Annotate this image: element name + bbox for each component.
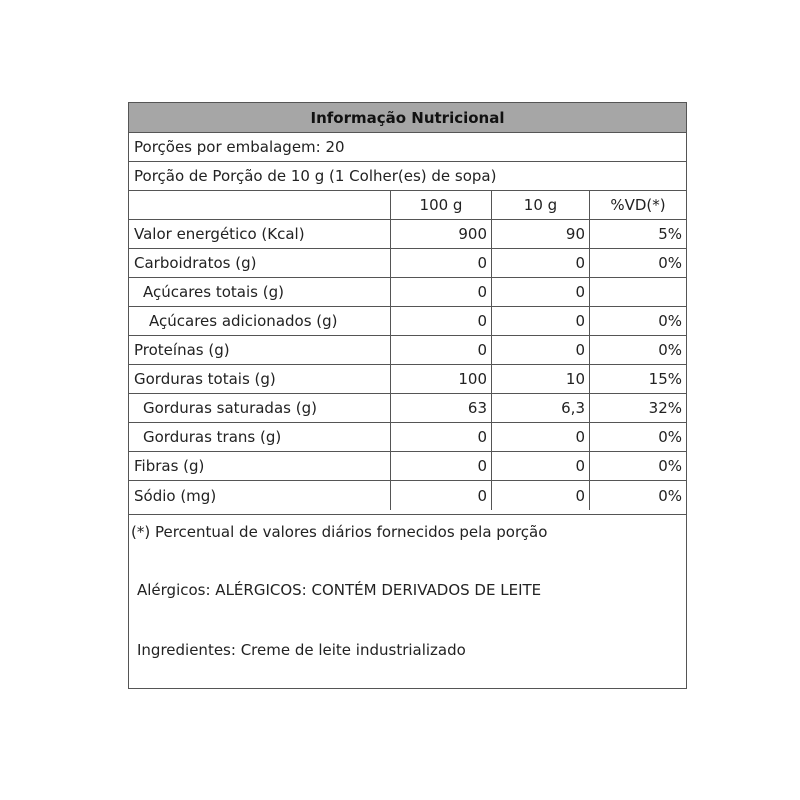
nutrient-daily-value: 32% <box>590 394 686 423</box>
table-row <box>129 278 686 307</box>
table-row <box>129 307 686 336</box>
table-row <box>129 336 686 365</box>
header-empty-cell <box>129 191 391 220</box>
nutrient-per-100g: 63 <box>391 394 492 423</box>
nutrient-daily-value: 15% <box>590 365 686 394</box>
table-header-row <box>129 191 686 220</box>
label-footer <box>129 514 686 690</box>
nutrient-daily-value <box>590 278 686 307</box>
nutrient-daily-value: 0% <box>590 249 686 278</box>
nutrition-facts-label <box>128 102 687 689</box>
daily-value-footnote: (*) Percentual de valores diários fornecidos pela porção <box>131 523 548 541</box>
nutrient-per-serving: 0 <box>492 336 590 365</box>
nutrient-per-serving: 0 <box>492 249 590 278</box>
serving-size: Porção de Porção de 10 g (1 Colher(es) de sopa) <box>129 162 686 191</box>
nutrient-per-serving: 0 <box>492 423 590 452</box>
nutrient-per-serving: 0 <box>492 452 590 481</box>
ingredients-text: Ingredientes: Creme de leite industrializado <box>137 641 466 659</box>
table-row <box>129 452 686 481</box>
nutrient-name: Proteínas (g) <box>129 336 391 365</box>
nutrient-per-serving: 6,3 <box>492 394 590 423</box>
nutrient-per-100g: 900 <box>391 220 492 249</box>
nutrient-per-serving: 0 <box>492 307 590 336</box>
nutrient-per-100g: 100 <box>391 365 492 394</box>
table-row <box>129 220 686 249</box>
nutrient-daily-value: 5% <box>590 220 686 249</box>
nutrient-name: Valor energético (Kcal) <box>129 220 391 249</box>
nutrient-name: Gorduras trans (g) <box>129 423 391 452</box>
table-row <box>129 394 686 423</box>
nutrient-per-serving: 0 <box>492 481 590 510</box>
nutrient-name: Sódio (mg) <box>129 481 391 510</box>
nutrient-per-100g: 0 <box>391 423 492 452</box>
nutrient-name: Gorduras saturadas (g) <box>129 394 391 423</box>
nutrient-per-100g: 0 <box>391 307 492 336</box>
allergens-text: Alérgicos: ALÉRGICOS: CONTÉM DERIVADOS DE LEITE <box>137 581 542 599</box>
label-title: Informação Nutricional <box>129 103 686 133</box>
nutrient-per-serving: 90 <box>492 220 590 249</box>
nutrient-name: Carboidratos (g) <box>129 249 391 278</box>
nutrient-per-serving: 0 <box>492 278 590 307</box>
nutrient-daily-value: 0% <box>590 452 686 481</box>
table-row <box>129 365 686 394</box>
nutrient-daily-value: 0% <box>590 423 686 452</box>
nutrient-name: Gorduras totais (g) <box>129 365 391 394</box>
nutrient-per-serving: 10 <box>492 365 590 394</box>
header-per-serving: 10 g <box>492 191 590 220</box>
nutrient-daily-value: 0% <box>658 486 682 505</box>
table-row <box>129 423 686 452</box>
nutrient-per-100g: 0 <box>391 481 492 510</box>
table-row <box>129 481 686 510</box>
header-per-100g: 100 g <box>391 191 492 220</box>
nutrient-name: Açúcares totais (g) <box>129 278 391 307</box>
nutrient-daily-value: 0% <box>590 336 686 365</box>
nutrient-table <box>129 191 686 514</box>
nutrient-per-100g: 0 <box>391 249 492 278</box>
nutrient-per-100g: 0 <box>391 452 492 481</box>
nutrient-name: Açúcares adicionados (g) <box>129 307 391 336</box>
nutrient-per-100g: 0 <box>391 278 492 307</box>
header-daily-value: %VD(*) <box>590 191 686 220</box>
nutrient-name: Fibras (g) <box>129 452 391 481</box>
nutrient-per-100g: 0 <box>391 336 492 365</box>
table-row <box>129 249 686 278</box>
nutrient-daily-value: 0% <box>590 307 686 336</box>
servings-per-package: Porções por embalagem: 20 <box>129 133 686 162</box>
